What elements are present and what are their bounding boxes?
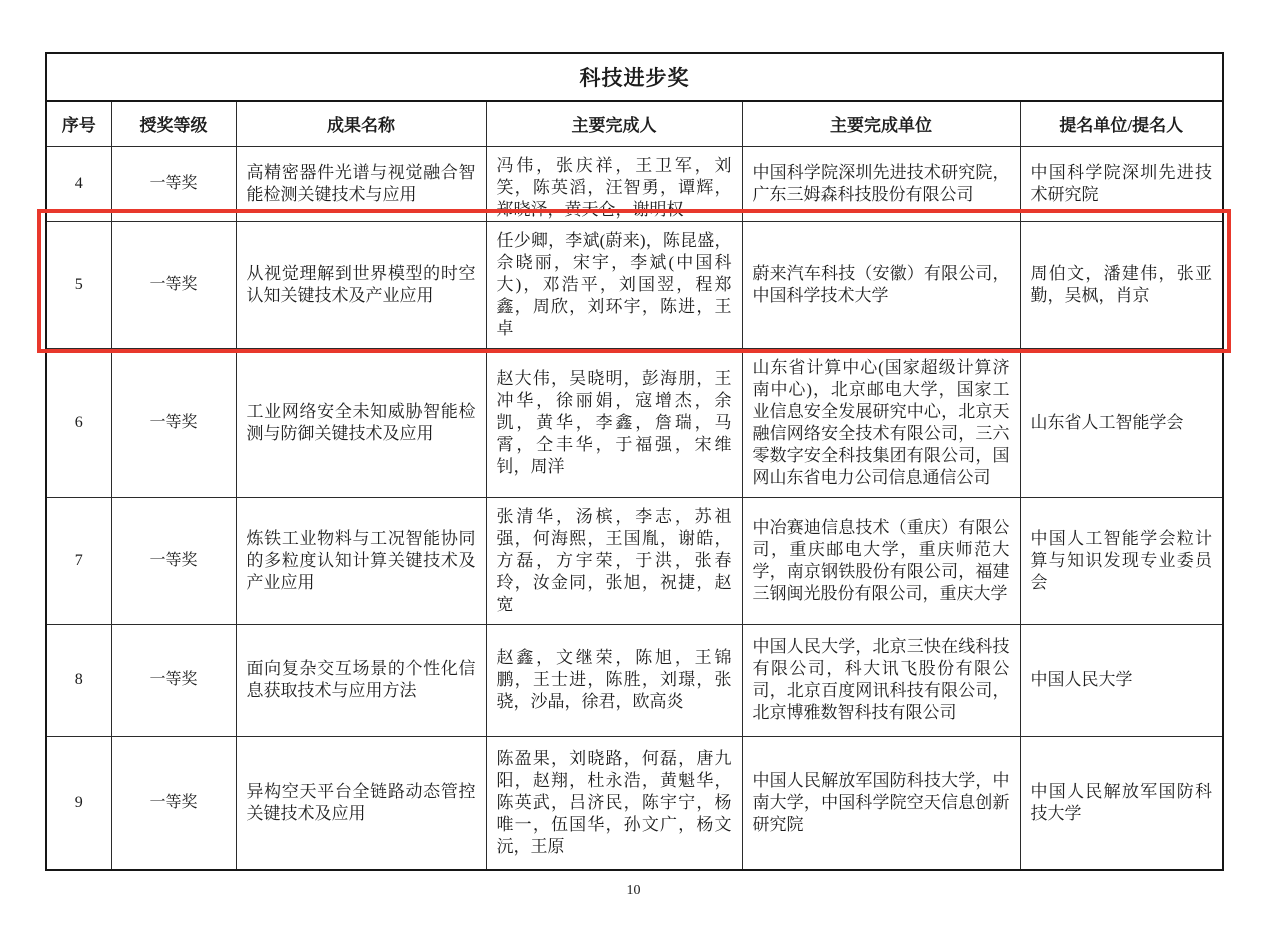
cell-serial-number: 9 <box>46 736 111 870</box>
awards-table-container <box>45 52 1222 871</box>
cell-main-organizations: 中国人民大学，北京三快在线科技有限公司，科大讯飞股份有限公司，北京百度网讯科技有限公司，北京博雅数智科技有限公司 <box>742 624 1020 736</box>
contributors-text: 任少卿，李斌(蔚来)，陈昆盛，佘晓丽，宋宇，李斌(中国科大)，邓浩平，刘国翌，程郑鑫，周欣，刘环宇，陈进，王卓 <box>496 230 732 338</box>
table-header-row <box>46 101 1223 146</box>
contributors-text: 赵大伟，吴晓明，彭海朋，王冲华，徐丽娟，寇增杰，余凯，黄华，李鑫，詹瑞，马霄，仝丰华，于福强，宋维钊，周洋 <box>496 368 732 476</box>
cell-achievement-name: 工业网络安全未知威胁智能检测与防御关键技术及应用 <box>236 348 486 497</box>
table-body <box>46 146 1223 870</box>
cell-nominator: 中国人工智能学会粒计算与知识发现专业委员会 <box>1020 497 1223 624</box>
cell-award-level: 一等奖 <box>111 348 236 497</box>
contributors-text: 冯伟，张庆祥，王卫军，刘笑，陈英滔，汪智勇，谭辉，郑晓泽，黄天仑，谢明权 <box>496 155 732 219</box>
cell-main-organizations: 中国人民解放军国防科技大学，中南大学，中国科学院空天信息创新研究院 <box>742 736 1020 870</box>
table-row <box>46 497 1223 624</box>
table-title-row <box>46 53 1223 101</box>
cell-serial-number: 5 <box>46 221 111 348</box>
awards-table <box>45 52 1224 871</box>
header-serial-number: 序号 <box>46 101 111 146</box>
cell-nominator: 中国人民大学 <box>1020 624 1223 736</box>
page-number: 10 <box>626 883 641 898</box>
table-row <box>46 221 1223 348</box>
cell-main-contributors <box>486 497 742 624</box>
table-row <box>46 736 1223 870</box>
header-achievement-name: 成果名称 <box>236 101 486 146</box>
cell-award-level: 一等奖 <box>111 497 236 624</box>
cell-nominator: 中国人民解放军国防科技大学 <box>1020 736 1223 870</box>
table-row <box>46 624 1223 736</box>
cell-main-contributors <box>486 624 742 736</box>
cell-main-organizations: 山东省计算中心(国家超级计算济南中心)，北京邮电大学，国家工业信息安全发展研究中心，北京天融信网络安全技术有限公司，三六零数字安全科技集团有限公司，国网山东省电力公司信息通信公司 <box>742 348 1020 497</box>
cell-award-level: 一等奖 <box>111 736 236 870</box>
header-main-contributors: 主要完成人 <box>486 101 742 146</box>
cell-achievement-name: 炼铁工业物料与工况智能协同的多粒度认知计算关键技术及产业应用 <box>236 497 486 624</box>
cell-nominator: 周伯文，潘建伟，张亚勤，吴枫，肖京 <box>1020 221 1223 348</box>
header-main-organizations: 主要完成单位 <box>742 101 1020 146</box>
cell-nominator: 山东省人工智能学会 <box>1020 348 1223 497</box>
header-award-level: 授奖等级 <box>111 101 236 146</box>
table-row <box>46 348 1223 497</box>
cell-serial-number: 6 <box>46 348 111 497</box>
cell-award-level: 一等奖 <box>111 221 236 348</box>
cell-serial-number: 7 <box>46 497 111 624</box>
cell-achievement-name: 从视觉理解到世界模型的时空认知关键技术及产业应用 <box>236 221 486 348</box>
cell-main-contributors <box>486 221 742 348</box>
contributors-text: 张清华，汤槟，李志，苏祖强，何海熙，王国胤，谢皓，方磊，方宇荣，于洪，张春玲，汝金同，张旭，祝捷，赵宽 <box>496 506 732 614</box>
table-title: 科技进步奖 <box>46 53 1223 101</box>
cell-award-level: 一等奖 <box>111 146 236 221</box>
cell-achievement-name: 异构空天平台全链路动态管控关键技术及应用 <box>236 736 486 870</box>
contributors-text: 赵鑫，文继荣，陈旭，王锦鹏，王士进，陈胜，刘璟，张骁，沙晶，徐君，欧高炎 <box>496 648 732 711</box>
cell-main-contributors <box>486 348 742 497</box>
cell-achievement-name: 高精密器件光谱与视觉融合智能检测关键技术与应用 <box>236 146 486 221</box>
cell-award-level: 一等奖 <box>111 624 236 736</box>
table-row <box>46 146 1223 221</box>
cell-serial-number: 8 <box>46 624 111 736</box>
header-nominator: 提名单位/提名人 <box>1020 101 1223 146</box>
cell-nominator: 中国科学院深圳先进技术研究院 <box>1020 146 1223 221</box>
cell-achievement-name: 面向复杂交互场景的个性化信息获取技术与应用方法 <box>236 624 486 736</box>
cell-serial-number: 4 <box>46 146 111 221</box>
cell-main-contributors <box>486 146 742 221</box>
cell-main-organizations: 蔚来汽车科技（安徽）有限公司，中国科学技术大学 <box>742 221 1020 348</box>
contributors-text: 陈盈果，刘晓路，何磊，唐九阳，赵翔，杜永浩，黄魁华，陈英武，吕济民，陈宇宁，杨唯一，伍国华，孙文广，杨文沅，王原 <box>496 748 732 856</box>
cell-main-organizations: 中冶赛迪信息技术（重庆）有限公司，重庆邮电大学，重庆师范大学，南京钢铁股份有限公司，福建三钢闽光股份有限公司，重庆大学 <box>742 497 1020 624</box>
cell-main-contributors <box>486 736 742 870</box>
cell-main-organizations: 中国科学院深圳先进技术研究院，广东三姆森科技股份有限公司 <box>742 146 1020 221</box>
